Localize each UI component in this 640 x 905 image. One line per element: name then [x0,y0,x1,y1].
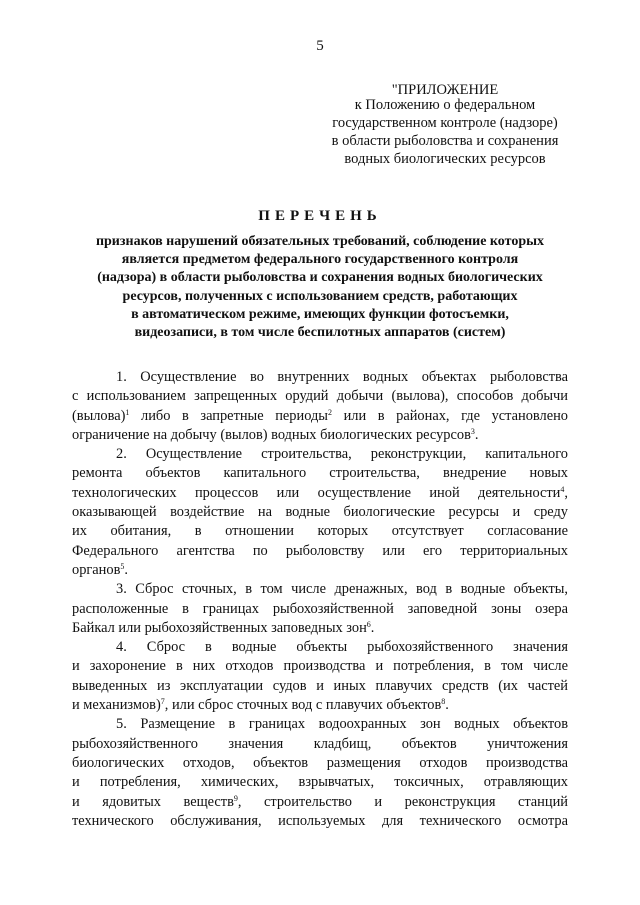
text-segment: , строительство и реконструкция станций [237,793,568,810]
text-segment: и механизмов) [72,697,161,714]
footnote-ref: 1 [125,407,130,417]
footnote-ref: 3 [470,426,475,436]
document-heading: ПЕРЕЧЕНЬ [258,208,382,224]
paragraph-line [72,793,568,812]
footnote-ref: 8 [441,697,446,707]
document-body [72,368,568,831]
subtitle-line: (надзора) в области рыболовства и сохранения водных биологических [97,270,543,286]
text-segment: , или сброс сточных вод с плавучих объектов [164,697,442,714]
subtitle-line: является предметом федерального государственного контроля [121,252,519,268]
footnote-ref: 5 [120,561,125,571]
footnote-ref: 4 [560,484,565,494]
paragraph-line: и потребления, химических, взрывчатых, токсичных, отравляющих [72,774,568,791]
text-segment: Байкал или рыбохозяйственных заповедных зон [72,619,367,636]
text-segment: . [445,697,449,714]
paragraph-line: рыбохозяйственного значения кладбищ, объектов уничтожения [72,735,568,752]
text-segment: . [474,426,479,443]
appendix-title: "ПРИЛОЖЕНИЕ [391,82,499,98]
page-number: 5 [316,38,324,54]
paragraph-line: 1. Осуществление во внутренних водных объектах рыболовства [116,369,568,385]
paragraph-line [72,619,568,638]
paragraph-line: и захоронение в них отходов производства и потребления, в том числе [72,658,568,675]
appendix-line: государственном контроле (надзоре) [332,115,558,131]
paragraph-line: 4. Сброс в водные объекты рыбохозяйственного значения [116,639,568,656]
paragraph-line [72,696,568,715]
text-segment: (вылова) [72,407,126,424]
text-segment: ограничение на добычу (вылов) водных биологических ресурсов [72,426,471,443]
text-segment: и ядовитых веществ [72,793,234,810]
paragraph-line: 5. Размещение в границах водоохранных зон водных объектов [116,716,568,733]
subtitle-line: признаков нарушений обязательных требований, соблюдение которых [95,234,545,249]
text-segment: или в районах, где установлено [331,407,568,424]
footnote-ref: 6 [366,619,371,629]
footnote-ref: 7 [160,697,165,707]
paragraph-line [72,561,568,580]
footnote-ref: 2 [327,407,332,417]
paragraph-line: оказывающей воздействие на водные биологические ресурсы и среду [72,504,568,521]
text-segment: технологических процессов или осуществление иной деятельности [72,484,561,501]
document-subtitle [70,233,570,342]
appendix-reference [310,96,580,168]
subtitle-line: ресурсов, полученных с использованием средств, работающих [122,288,518,304]
appendix-line: в области рыболовства и сохранения [331,133,559,149]
paragraph-line: их обитания, в отношении которых отсутствует согласование [72,523,568,540]
paragraph-line: биологических отходов, объектов размещения отходов производства [72,754,568,771]
appendix-line: к Положению о федеральном [354,97,536,113]
footnote-ref: 9 [233,793,238,803]
text-segment: либо в запретные периоды [129,407,328,424]
subtitle-line: в автоматическом режиме, имеющих функции фотосъемки, [131,306,509,322]
paragraph-line: технического обслуживания, используемых для технического осмотра [72,812,568,829]
text-segment: . [370,619,375,636]
paragraph-line: 3. Сброс сточных, в том числе дренажных, вод в водные объекты, [116,581,568,598]
text-segment: . [124,561,128,578]
paragraph-line [72,426,568,445]
text-segment: , [564,484,568,501]
paragraph-line: Федерального агентства по рыболовству или его территориальных [72,542,568,559]
paragraph-line: 2. Осуществление строительства, реконструкции, капитального [116,446,568,463]
subtitle-line: видеозаписи, в том числе беспилотных аппаратов (систем) [134,325,506,341]
appendix-line: водных биологических ресурсов [344,151,546,167]
paragraph-line: с использованием запрещенных орудий добычи (вылова), способов добычи [72,388,568,405]
paragraph-line: ремонта объектов капитального строительства, внедрение новых [72,465,568,482]
paragraph-line: расположенные в границах рыбохозяйственной заповедной зоны озера [72,600,568,617]
text-segment: органов [72,561,121,578]
paragraph-line: выведенных из эксплуатации судов и иных плавучих средств (их частей [72,677,568,694]
paragraph-line [72,407,568,426]
paragraph-line [72,484,568,503]
